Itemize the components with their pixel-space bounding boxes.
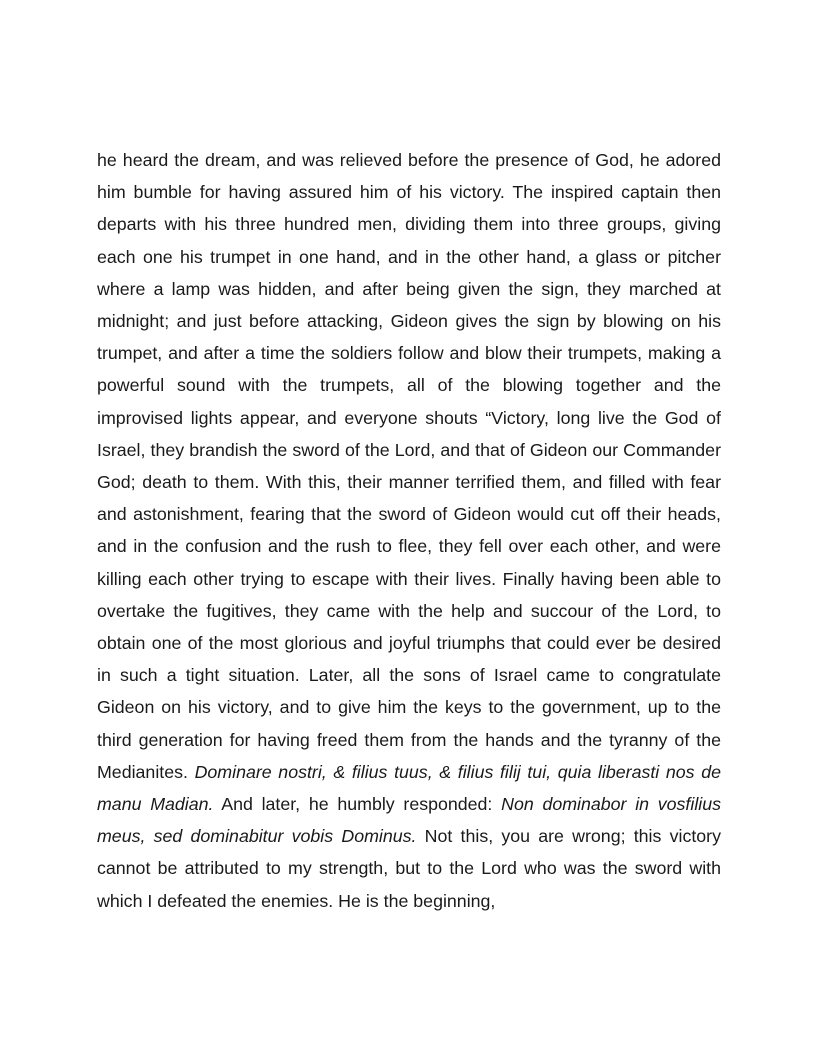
- document-page: [97, 144, 721, 917]
- latin-quote: Non dominabor in vosfilius meus, sed dominabitur vobis Dominus.: [97, 794, 722, 847]
- latin-quote: Dominare nostri, & filius tuus, & filius filij tui, quia liberasti nos de manu Madian.: [97, 761, 721, 815]
- paragraph-text: he heard the dream, and was relieved before the presence of God, he adored him bumble for having assured him of his victory. The inspired captain then departs with his three hundred men, dividing them into three groups, giving each one his trumpet in one hand, and in the other hand, a glass or pitcher where a lamp was hidden, and after being given the sign, they marched at midnight; and just before attacking, Gideon gives the sign by blowing on his trumpet, and after a time the soldiers follow and blow their trumpets, making a powerful sound with the trumpets, all of the blowing together and the improvised lights appear, and everyone shouts “Victory, long live the God of Israel, they brandish the sword of the Lord, and that of Gideon our Commander God; death to them. With this, their manner terrified them, and filled with fear and astonishment, fearing that the sword of Gideon would cut off their heads, and in the confusion and the rush to flee, they fell over each other, and were killing each other trying to escape with their lives. Finally having been able to overtake the fugitives, they came with the help and succour of the Lord, to obtain one of the most glorious and joyful triumphs that could ever be desired in such a tight situation. Later, all the sons of Israel came to congratulate Gideon on his victory, and to give him the keys to the government, up to the third generation for having freed them from the hands and the tyranny of the Medianites.: [97, 150, 721, 782]
- paragraph-text: And later, he humbly responded:: [213, 794, 502, 815]
- paragraph-text: Not this, you are wrong; this victory cannot be attributed to my strength, but to the Lord who was the sword with which I defeated the enemies. He is the beginning,: [97, 826, 721, 911]
- body-paragraph: [97, 144, 721, 917]
